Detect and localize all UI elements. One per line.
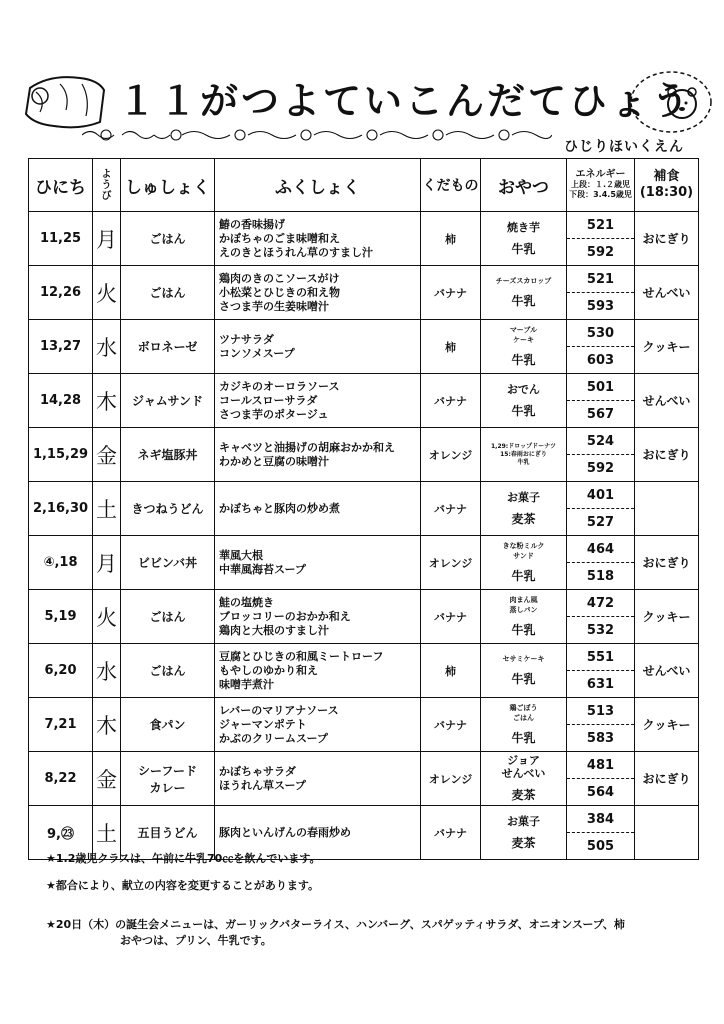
snack-primary-line: お菓子 [507,814,540,828]
cell-fruit: 柿 [421,212,481,266]
table-row [29,536,699,590]
school-name: ひじりほいくえん [564,139,684,155]
side-dish-line: 豚肉といんげんの春雨炒め [219,825,351,839]
header-energy-lower: 下段：3.4.5歳児 [569,190,632,199]
cell-day: 火 [93,590,121,644]
snack-primary-line: セサミケーキ [502,655,545,663]
side-dish-line: かぼちゃサラダ [219,764,296,778]
side-dish-line: かぼちゃのごま味噌和え [219,231,340,245]
cell-fruit: オレンジ [421,752,481,806]
side-dish-line: さつま芋のポタージュ [219,407,329,421]
cell-main: ビビンバ丼 [121,536,215,590]
header-supplement [635,159,699,212]
energy-box [567,752,634,805]
cell-main: 五目うどん [121,806,215,860]
snack-primary [481,541,566,561]
side-dish-line: 中華風海苔スープ [219,562,306,576]
snack-drink: 牛乳 [511,403,536,418]
table-row [29,482,699,536]
cell-main: ごはん [121,266,215,320]
cell-energy [567,374,635,428]
cell-date: ④,18 [29,536,93,590]
header-supplement-time: (18:30) [639,185,694,200]
snack-drink: 牛乳 [511,353,536,367]
cell-energy [567,644,635,698]
side-dish-line: 華風大根 [219,548,263,562]
energy-lower: 532 [586,622,615,638]
cell-date: 13,27 [29,320,93,374]
snack-primary [481,703,566,723]
energy-box [567,482,634,535]
cell-day: 木 [93,698,121,752]
cell-date: 11,25 [29,212,93,266]
cell-date: 14,28 [29,374,93,428]
energy-lower: 567 [586,406,615,422]
cell-energy [567,212,635,266]
energy-box [567,374,634,427]
side-dish-line: 味噌芋煮汁 [219,677,274,691]
energy-upper: 551 [567,644,634,671]
snack-drink: 牛乳 [511,294,536,308]
snack-drink: 麦茶 [511,511,536,526]
snack-primary-line: チーズスカロップ [495,277,552,285]
table-row [29,374,699,428]
snack-drink: 牛乳 [511,672,536,686]
energy-lower: 518 [586,568,615,584]
cell-supplement: おにぎり [635,428,699,482]
snack-drink: 牛乳 [511,569,536,583]
table-row [29,752,699,806]
side-dish-line: キャベツと油揚げの胡麻おかか和え [219,440,395,454]
table-header-row [29,159,699,212]
cell-main: ジャムサンド [121,374,215,428]
cell-date: 6,20 [29,644,93,698]
energy-lower: 631 [586,676,615,692]
cell-main: ごはん [121,590,215,644]
snack-primary [481,815,566,828]
table-row [29,644,699,698]
header-side: ふくしょく [215,159,421,212]
cell-date: 8,22 [29,752,93,806]
cell-snack [481,320,567,374]
snack-primary [481,276,566,286]
snack-primary-line: 鶏ごぼう [509,704,538,712]
table-row [29,212,699,266]
cell-day: 木 [93,374,121,428]
cell-day: 土 [93,806,121,860]
side-dish-line: レバーのマリアナソース [219,703,339,717]
cell-date: 5,19 [29,590,93,644]
cell-date: 2,16,30 [29,482,93,536]
side-dish-line: コールスローサラダ [219,393,318,407]
energy-upper: 501 [567,374,634,401]
header-fruit: くだもの [421,159,481,212]
header-main: しゅしょく [121,159,215,212]
flower-border-icon [82,124,552,146]
energy-box [567,320,634,373]
table-row [29,590,699,644]
table-row [29,698,699,752]
cell-fruit: バナナ [421,806,481,860]
cell-fruit: バナナ [421,482,481,536]
header-energy-upper: 上段：１.２歳児 [570,180,631,189]
page-title: １１がつよていこんだてひょう [118,79,693,123]
note-birthday: ★20日（木）の誕生会メニューは、ガーリックバターライス、ハンバーグ、スパゲッティサラダ、オニオンスープ、柿 [46,918,625,931]
cell-side [215,428,421,482]
cell-side [215,212,421,266]
cell-fruit: バナナ [421,698,481,752]
energy-box [567,806,634,859]
cell-energy [567,752,635,806]
side-dish-line: カジキのオーロラソース [219,379,340,393]
energy-lower: 592 [586,460,615,476]
cell-fruit: 柿 [421,644,481,698]
side-dish-line: コンソメスープ [219,346,295,360]
note-change: ★都合により、献立の内容を変更することがあります。 [46,879,319,892]
header-energy [567,159,635,212]
cell-snack [481,698,567,752]
cell-energy [567,482,635,536]
cell-day: 土 [93,482,121,536]
cell-day: 金 [93,428,121,482]
cell-main: 食パン [121,698,215,752]
energy-upper: 521 [567,212,634,239]
side-dish-line: わかめと豆腐の味噌汁 [219,454,329,468]
cell-energy [567,698,635,752]
note-birthday-snack: おやつは、プリン、牛乳です。 [120,934,272,947]
cell-snack [481,374,567,428]
cell-supplement [635,806,699,860]
cell-fruit: バナナ [421,374,481,428]
cell-energy [567,266,635,320]
cell-energy [567,806,635,860]
header-day-line-3: び [101,190,112,202]
energy-upper: 401 [567,482,634,509]
snack-primary-line: きな粉ミルク [502,542,545,550]
side-dish-line: 鰆の香味揚げ [219,217,285,231]
cell-supplement: クッキー [635,590,699,644]
snack-primary-line: ごはん [513,714,534,722]
energy-box [567,266,634,319]
snack-primary [481,383,566,396]
cell-snack [481,428,567,482]
cell-date: 12,26 [29,266,93,320]
cell-snack [481,536,567,590]
cell-main: シーフード カレー [121,752,215,806]
energy-lower: 593 [586,298,615,314]
energy-upper: 530 [567,320,634,347]
snack-primary [481,325,566,345]
cell-supplement: せんべい [635,374,699,428]
energy-upper: 472 [567,590,634,617]
snack-primary-line: お菓子 [507,490,540,504]
snack-primary-line: ケーキ [513,336,534,344]
energy-upper: 481 [567,752,634,779]
header-day [93,159,121,212]
energy-lower: 505 [586,838,615,854]
cell-fruit: オレンジ [421,428,481,482]
menu-body [29,212,699,860]
energy-upper: 524 [567,428,634,455]
energy-upper: 521 [567,266,634,293]
snack-drink: 牛乳 [511,731,536,745]
side-dish-line: ほうれん草スープ [219,778,306,792]
cell-side [215,698,421,752]
snack-drink: 麦茶 [511,835,536,850]
header-day-line-1: よ [101,168,112,180]
energy-lower: 592 [586,244,615,260]
snack-primary [481,221,566,234]
snack-primary [481,595,566,615]
cell-fruit: 柿 [421,320,481,374]
snack-primary-line: ジョア [507,754,540,767]
energy-lower: 564 [586,784,615,800]
cell-snack [481,806,567,860]
cell-fruit: バナナ [421,590,481,644]
cell-snack [481,590,567,644]
cell-side [215,266,421,320]
cell-date: 1,15,29 [29,428,93,482]
side-dish-line: ジャーマンポテト [219,717,307,731]
cell-energy [567,428,635,482]
cell-supplement [635,482,699,536]
cell-snack [481,212,567,266]
side-dish-line: 鶏肉のきのこソースがけ [219,271,340,285]
cell-side [215,482,421,536]
cell-main: ごはん [121,212,215,266]
cell-side [215,374,421,428]
cell-main: ボロネーゼ [121,320,215,374]
table-row [29,320,699,374]
side-dish-line: 豆腐とひじきの和風ミートローフ [219,649,384,663]
side-dish-line: かぼちゃと豚肉の炒め煮 [219,501,340,515]
energy-box [567,644,634,697]
energy-lower: 583 [586,730,615,746]
cell-day: 月 [93,536,121,590]
energy-box [567,536,634,589]
cell-energy [567,536,635,590]
cell-supplement: クッキー [635,698,699,752]
snack-primary-line: せんべい [501,767,546,780]
cell-supplement: クッキー [635,320,699,374]
snack-primary [481,754,566,780]
table-row [29,428,699,482]
snack-primary-line: 牛乳 [517,458,530,466]
header-supplement-title: 補食 [653,169,680,184]
cell-side [215,644,421,698]
snack-primary-line: 肉まん風 [509,596,538,604]
energy-upper: 384 [567,806,634,833]
snack-drink: 牛乳 [511,241,536,256]
cell-supplement: おにぎり [635,752,699,806]
snack-primary-line: おでん [507,382,540,396]
note-milk: ★1.2歳児クラスは、午前に牛乳70㏄を飲んでいます。 [46,852,321,865]
snack-primary-line: 焼き芋 [507,220,540,234]
cell-energy [567,320,635,374]
menu-table [28,158,699,860]
snack-primary-line: 1,29:ドロップドーナツ [490,442,557,450]
cell-side [215,752,421,806]
snack-primary-line: マーブル [509,326,538,334]
cell-main: ごはん [121,644,215,698]
cell-day: 火 [93,266,121,320]
cell-side [215,536,421,590]
cell-snack [481,482,567,536]
cell-supplement: おにぎり [635,212,699,266]
snack-primary [481,491,566,504]
snack-primary [481,443,566,467]
snack-drink: 麦茶 [511,788,536,802]
cell-date: 9,㉓ [29,806,93,860]
cell-day: 月 [93,212,121,266]
cell-snack [481,752,567,806]
header-date: ひにち [29,159,93,212]
cell-supplement: おにぎり [635,536,699,590]
cell-fruit: バナナ [421,266,481,320]
side-dish-line: ツナサラダ [219,332,274,346]
table-row [29,266,699,320]
snack-primary-line: サンド [513,552,534,560]
energy-lower: 527 [586,514,615,530]
side-dish-line: もやしのゆかり和え [219,663,318,677]
cell-supplement: せんべい [635,644,699,698]
energy-box [567,428,634,481]
cell-side [215,320,421,374]
snack-primary [481,654,566,664]
cell-side [215,590,421,644]
cell-day: 水 [93,320,121,374]
cell-supplement: せんべい [635,266,699,320]
cell-snack [481,266,567,320]
cell-main: きつねうどん [121,482,215,536]
cell-day: 水 [93,644,121,698]
cell-fruit: オレンジ [421,536,481,590]
side-dish-line: 鶏肉と大根のすまし汁 [219,623,329,637]
cell-main: ネギ塩豚丼 [121,428,215,482]
energy-box [567,698,634,751]
cell-date: 7,21 [29,698,93,752]
snack-drink: 牛乳 [511,623,536,637]
header-energy-title: エネルギー [575,169,626,180]
header-day-line-2: う [101,179,112,191]
energy-lower: 603 [586,352,615,368]
energy-upper: 464 [567,536,634,563]
side-dish-line: えのきとほうれん草のすまし汁 [219,245,373,259]
cell-energy [567,590,635,644]
energy-box [567,212,634,265]
snack-primary-line: 15:春雨おにぎり [500,450,547,458]
energy-upper: 513 [567,698,634,725]
side-dish-line: 小松菜とひじきの和え物 [219,285,340,299]
cell-day: 金 [93,752,121,806]
side-dish-line: さつま芋の生姜味噌汁 [219,299,329,313]
snack-primary-line: 蒸しパン [509,606,538,614]
energy-box [567,590,634,643]
header-snack: おやつ [481,159,567,212]
side-dish-line: かぶのクリームスープ [219,731,328,745]
side-dish-line: 鮭の塩焼き [219,595,274,609]
cell-snack [481,644,567,698]
side-dish-line: ブロッコリーのおかか和え [219,609,351,623]
